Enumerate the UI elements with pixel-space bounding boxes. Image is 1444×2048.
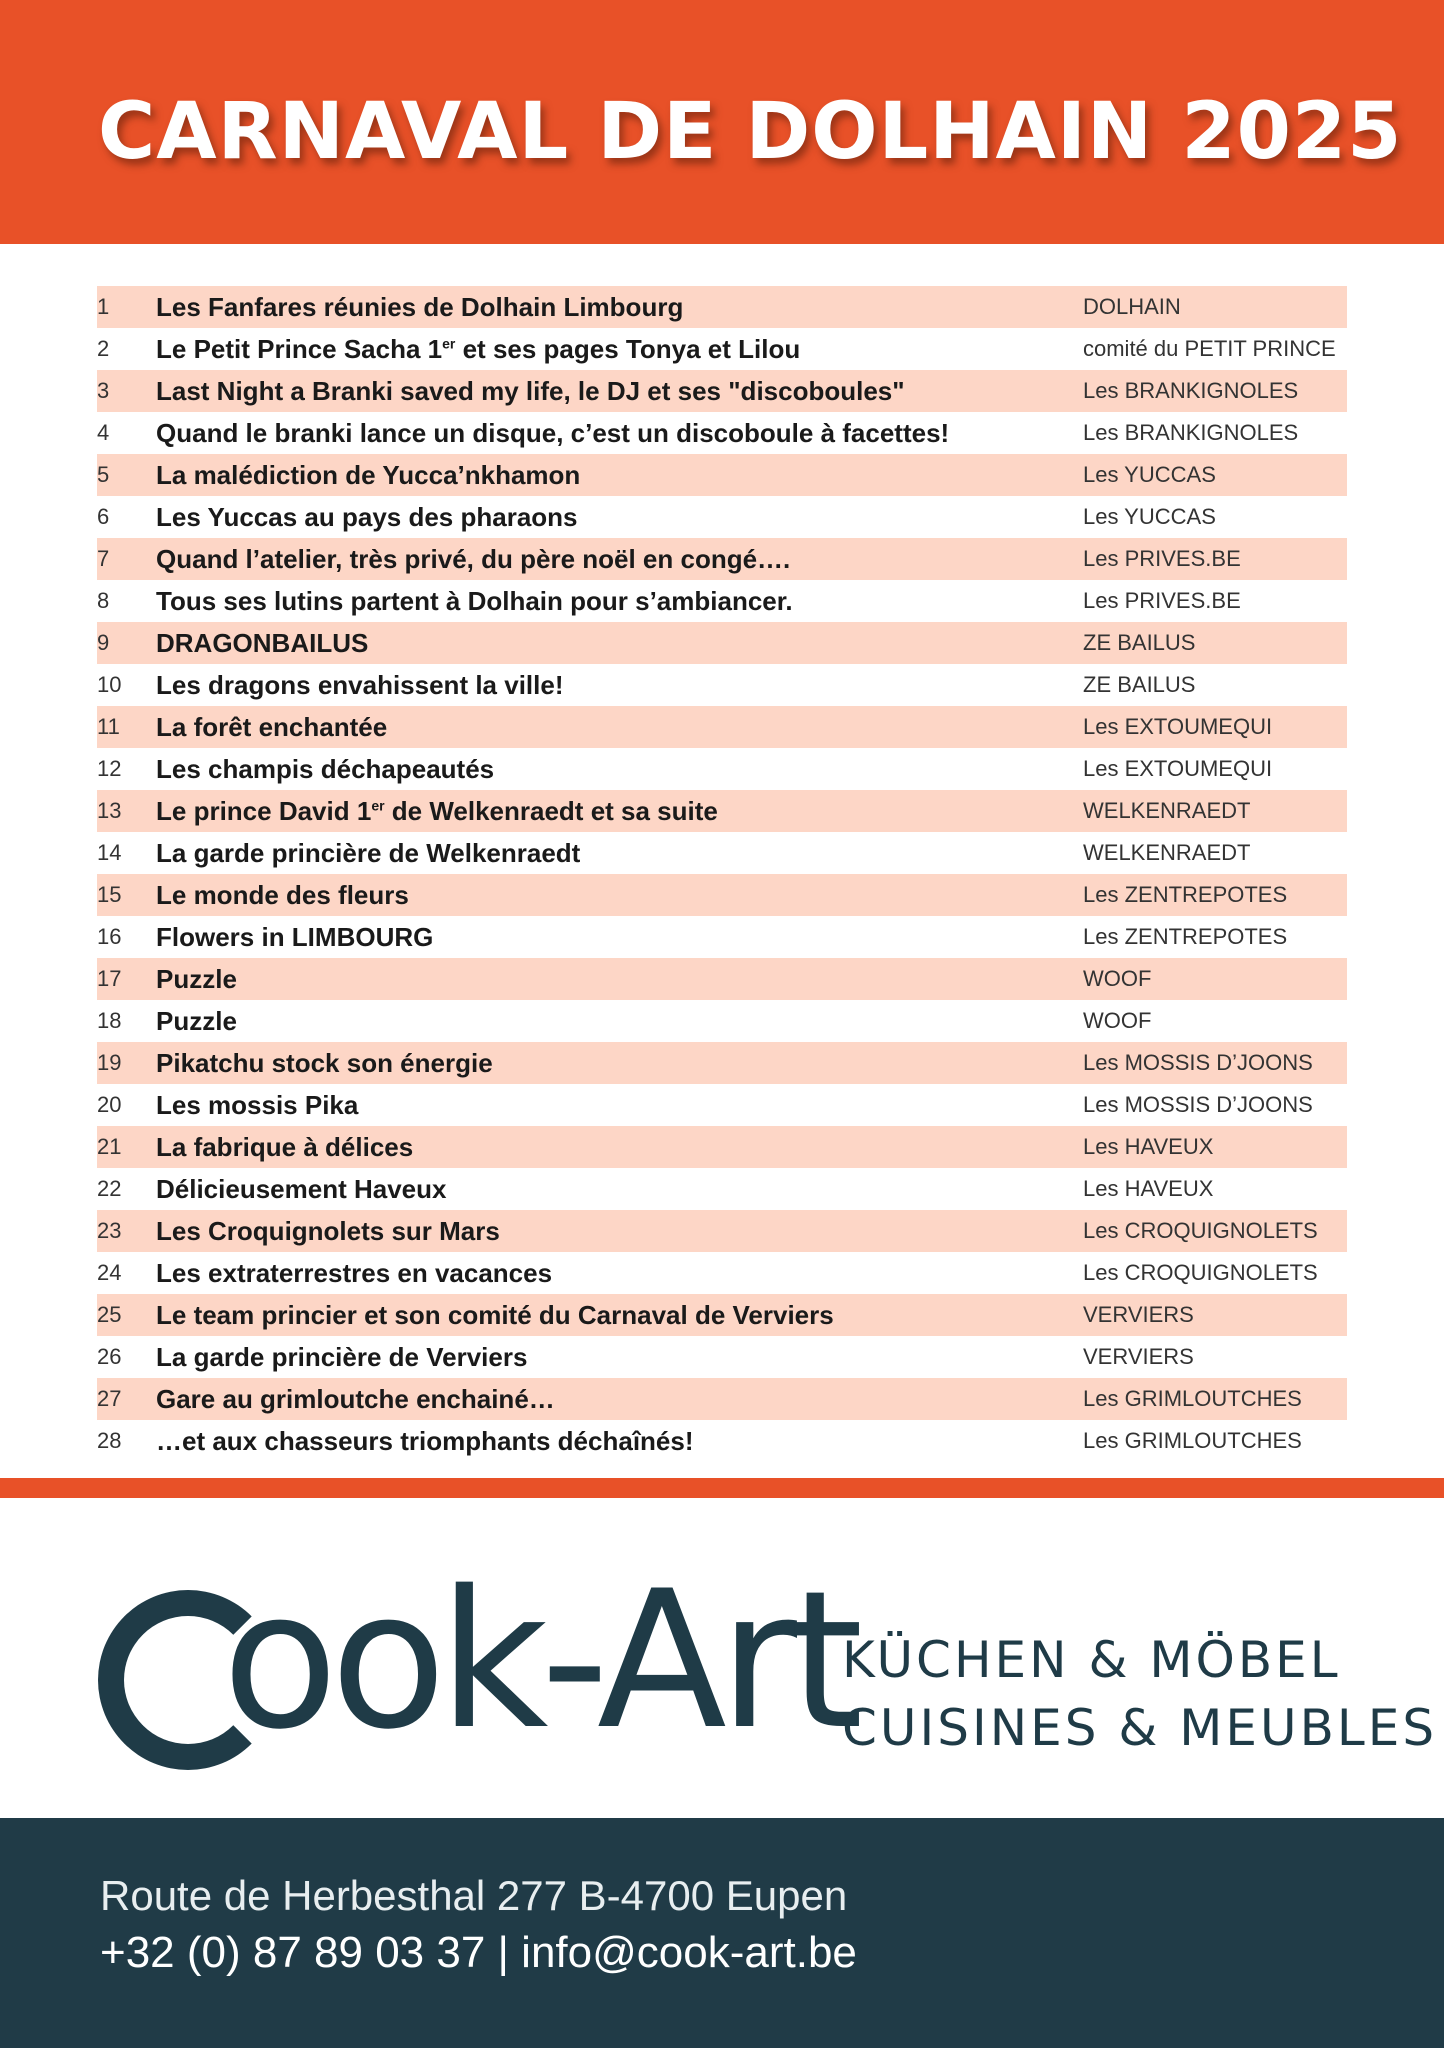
- list-item: [97, 958, 1347, 1000]
- item-title: …et aux chasseurs triomphants déchaînés!: [156, 1426, 694, 1456]
- list-item: [97, 1294, 1347, 1336]
- list-item: [97, 748, 1347, 790]
- item-title: Les mossis Pika: [156, 1090, 359, 1120]
- item-number: 8: [97, 588, 110, 613]
- item-number: 2: [97, 336, 110, 361]
- list-item: [97, 916, 1347, 958]
- list-item: [97, 1378, 1347, 1420]
- footer: [0, 1818, 1444, 2048]
- item-number: 14: [97, 840, 122, 865]
- tagline-line-2: CUISINES & MEUBLES: [842, 1699, 1438, 1757]
- item-group: Les ZENTREPOTES: [1083, 924, 1288, 949]
- item-number: 15: [97, 882, 122, 907]
- item-number: 7: [97, 546, 110, 571]
- cook-art-logo: [98, 1520, 856, 1790]
- item-title: Le team princier et son comité du Carnaval de Verviers: [156, 1300, 834, 1330]
- list-item: [97, 1000, 1347, 1042]
- item-group: Les GRIMLOUTCHES: [1083, 1386, 1302, 1411]
- item-title: La fabrique à délices: [156, 1132, 414, 1162]
- item-group: DOLHAIN: [1083, 294, 1181, 319]
- logo-wordmark: ook-Art: [222, 1550, 856, 1771]
- item-title: La garde princière de Verviers: [156, 1342, 528, 1372]
- item-title-superscript: er: [371, 797, 385, 814]
- item-title-part: et ses pages Tonya et Lilou: [455, 334, 801, 364]
- contact-text: +32 (0) 87 89 03 37 | info@cook-art.be: [100, 1928, 857, 1977]
- list-item: [97, 1210, 1347, 1252]
- sponsor-block: [0, 1498, 1444, 1818]
- item-number: 1: [97, 294, 110, 319]
- item-group: ZE BAILUS: [1083, 630, 1196, 655]
- item-title: Last Night a Branki saved my life, le DJ et ses "discoboules": [156, 376, 905, 406]
- item-title: Le monde des fleurs: [156, 880, 409, 910]
- item-group: VERVIERS: [1083, 1344, 1194, 1369]
- item-group: WELKENRAEDT: [1083, 798, 1251, 823]
- item-title: Les dragons envahissent la ville!: [156, 670, 564, 700]
- list-item: [97, 622, 1347, 664]
- item-title: Tous ses lutins partent à Dolhain pour s’ambiancer.: [156, 586, 793, 616]
- item-number: 3: [97, 378, 110, 403]
- item-title: Les champis déchapeautés: [156, 754, 495, 784]
- list-item: [97, 412, 1347, 454]
- list-item: [97, 1084, 1347, 1126]
- item-title: Puzzle: [156, 1006, 237, 1036]
- item-group: WOOF: [1083, 966, 1152, 991]
- item-title: Puzzle: [156, 964, 237, 994]
- item-number: 4: [97, 420, 110, 445]
- item-title: Les extraterrestres en vacances: [156, 1258, 553, 1288]
- item-title: Pikatchu stock son énergie: [156, 1048, 493, 1078]
- tagline-line-1: KÜCHEN & MÖBEL: [842, 1631, 1341, 1689]
- item-group: Les HAVEUX: [1083, 1176, 1214, 1201]
- item-title: Gare au grimloutche enchainé…: [156, 1384, 555, 1414]
- item-title: DRAGONBAILUS: [156, 628, 369, 658]
- item-number: 12: [97, 756, 122, 781]
- list-item: [97, 1126, 1347, 1168]
- item-number: 25: [97, 1302, 122, 1327]
- list-item: [97, 706, 1347, 748]
- item-title: La malédiction de Yucca’nkhamon: [156, 460, 581, 490]
- header-banner: [0, 0, 1444, 244]
- item-number: 24: [97, 1260, 122, 1285]
- item-title: Quand l’atelier, très privé, du père noël en congé….: [156, 544, 791, 574]
- page-title: CARNAVAL DE DOLHAIN 2025: [98, 87, 1403, 177]
- item-number: 19: [97, 1050, 122, 1075]
- list-item: [97, 832, 1347, 874]
- item-title: Flowers in LIMBOURG: [156, 922, 434, 952]
- item-title: Les Croquignolets sur Mars: [156, 1216, 500, 1246]
- item-group: Les EXTOUMEQUI: [1083, 756, 1273, 781]
- item-number: 13: [97, 798, 122, 823]
- item-number: 23: [97, 1218, 122, 1243]
- item-group: Les PRIVES.BE: [1083, 588, 1241, 613]
- list-item: [97, 1042, 1347, 1084]
- list-item: [97, 328, 1347, 370]
- item-title-part: de Welkenraedt et sa suite: [384, 796, 718, 826]
- item-group: Les ZENTREPOTES: [1083, 882, 1288, 907]
- item-number: 20: [97, 1092, 122, 1117]
- divider-bar: [0, 1478, 1444, 1498]
- sponsor-tagline: [842, 1626, 1437, 1762]
- item-group: WELKENRAEDT: [1083, 840, 1251, 865]
- item-group: Les EXTOUMEQUI: [1083, 714, 1273, 739]
- item-number: 16: [97, 924, 122, 949]
- list-item: [97, 454, 1347, 496]
- list-item: [97, 538, 1347, 580]
- item-group: Les PRIVES.BE: [1083, 546, 1241, 571]
- item-number: 28: [97, 1428, 122, 1453]
- item-group: WOOF: [1083, 1008, 1152, 1033]
- item-title: Délicieusement Haveux: [156, 1174, 447, 1204]
- item-number: 27: [97, 1386, 122, 1411]
- item-number: 10: [97, 672, 122, 697]
- item-number: 17: [97, 966, 122, 991]
- list-item: [97, 1420, 1347, 1462]
- item-group: Les YUCCAS: [1083, 504, 1216, 529]
- item-group: ZE BAILUS: [1083, 672, 1196, 697]
- item-number: 11: [97, 714, 120, 739]
- item-group: Les MOSSIS D’JOONS: [1083, 1092, 1313, 1117]
- item-number: 26: [97, 1344, 122, 1369]
- item-title: Les Yuccas au pays des pharaons: [156, 502, 578, 532]
- list-item: [97, 664, 1347, 706]
- item-group: Les CROQUIGNOLETS: [1083, 1218, 1318, 1243]
- item-group: Les YUCCAS: [1083, 462, 1216, 487]
- list-item: [97, 1252, 1347, 1294]
- item-title: [156, 328, 800, 370]
- item-number: 22: [97, 1176, 122, 1201]
- participants-list: [97, 286, 1347, 1462]
- item-number: 9: [97, 630, 110, 655]
- item-title: [156, 790, 718, 832]
- item-number: 6: [97, 504, 110, 529]
- item-title: Quand le branki lance un disque, c’est un discoboule à facettes!: [156, 418, 950, 448]
- list-item: [97, 496, 1347, 538]
- list-item: [97, 874, 1347, 916]
- item-group: VERVIERS: [1083, 1302, 1194, 1327]
- list-item: [97, 580, 1347, 622]
- item-number: 18: [97, 1008, 122, 1033]
- item-group: Les BRANKIGNOLES: [1083, 378, 1299, 403]
- item-title-superscript: er: [442, 335, 456, 352]
- list-item: [97, 370, 1347, 412]
- item-group: Les GRIMLOUTCHES: [1083, 1428, 1302, 1453]
- item-title: La garde princière de Welkenraedt: [156, 838, 581, 868]
- item-number: 21: [97, 1134, 122, 1159]
- item-title: Les Fanfares réunies de Dolhain Limbourg: [156, 292, 684, 322]
- item-title-part: Le Petit Prince Sacha 1: [156, 334, 443, 364]
- item-group: Les CROQUIGNOLETS: [1083, 1260, 1318, 1285]
- item-title: La forêt enchantée: [156, 712, 388, 742]
- list-item: [97, 1168, 1347, 1210]
- item-group: Les BRANKIGNOLES: [1083, 420, 1299, 445]
- item-group: Les MOSSIS D’JOONS: [1083, 1050, 1313, 1075]
- list-item: [97, 286, 1347, 328]
- address-text: Route de Herbesthal 277 B-4700 Eupen: [100, 1872, 848, 1919]
- item-group: Les HAVEUX: [1083, 1134, 1214, 1159]
- item-group: comité du PETIT PRINCE: [1083, 336, 1336, 361]
- item-number: 5: [97, 462, 110, 487]
- item-title-part: Le prince David 1: [156, 796, 372, 826]
- list-item: [97, 1336, 1347, 1378]
- list-item: [97, 790, 1347, 832]
